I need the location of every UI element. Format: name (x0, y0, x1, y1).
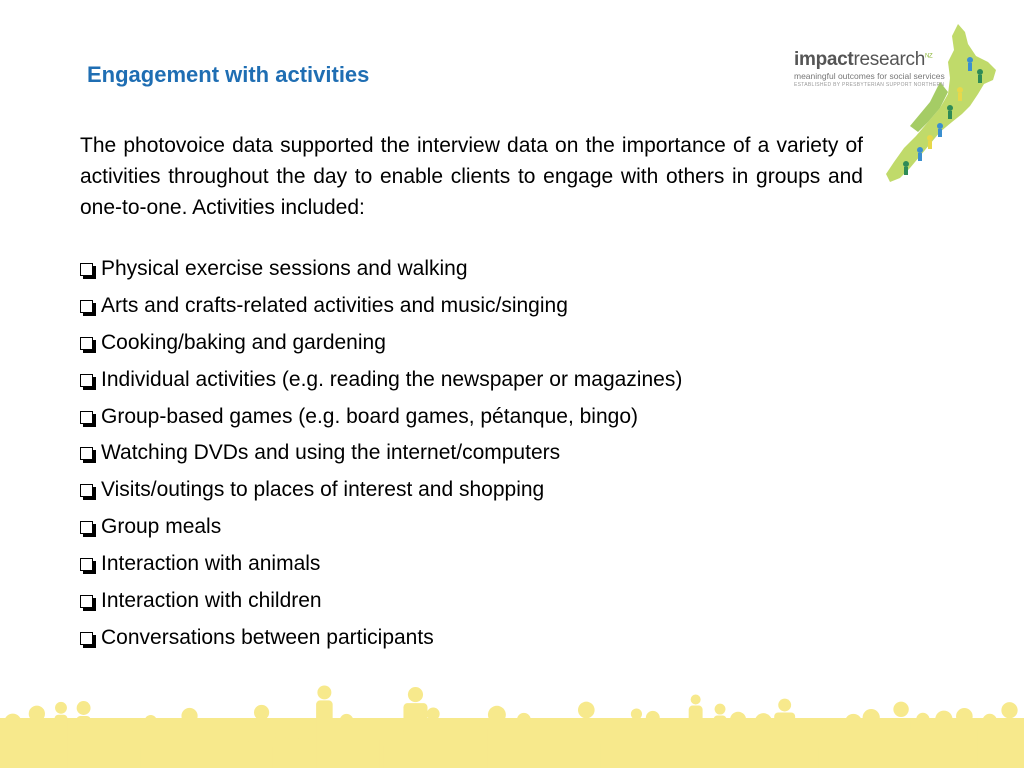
checkbox-bullet-icon (80, 263, 93, 276)
list-item-text: Visits/outings to places of interest and shopping (101, 478, 545, 502)
logo-established: ESTABLISHED BY PRESBYTERIAN SUPPORT NORTHERN (794, 81, 945, 88)
activity-list (80, 255, 682, 661)
list-item-text: Conversations between participants (101, 625, 434, 649)
list-item-text: Interaction with animals (101, 552, 321, 576)
checkbox-bullet-icon (80, 558, 93, 571)
list-item-text: Arts and crafts-related activities and music/singing (101, 293, 568, 317)
map-figures-icon (886, 24, 996, 182)
list-item (80, 329, 682, 366)
list-item-text: Watching DVDs and using the internet/computers (101, 441, 561, 465)
checkbox-bullet-icon (80, 521, 93, 534)
list-item (80, 255, 682, 292)
checkbox-bullet-icon (80, 411, 93, 424)
list-item-text: Group meals (101, 515, 222, 539)
list-item (80, 550, 682, 587)
logo-name-rest: research (853, 49, 925, 70)
list-item (80, 292, 682, 329)
checkbox-bullet-icon (80, 447, 93, 460)
logo-name-bold: impact (794, 49, 854, 70)
list-item-text: Physical exercise sessions and walking (101, 257, 468, 280)
people-silhouettes-icon (0, 685, 1024, 768)
checkbox-bullet-icon (80, 595, 93, 608)
checkbox-bullet-icon (80, 484, 93, 497)
list-item (80, 513, 682, 550)
list-item-text: Individual activities (e.g. reading the newspaper or magazines) (101, 367, 683, 391)
list-item-text: Group-based games (e.g. board games, pétanque, bingo) (101, 404, 639, 428)
slide-title: Engagement with activities (87, 62, 370, 87)
logo-tagline: meaningful outcomes for social services (794, 71, 945, 81)
list-item (80, 587, 682, 624)
list-item-text: Cooking/baking and gardening (101, 330, 386, 354)
list-item (80, 439, 682, 476)
list-item (80, 403, 682, 440)
list-item (80, 476, 682, 513)
list-item-text: Interaction with children (101, 589, 322, 613)
checkbox-bullet-icon (80, 337, 93, 350)
logo-wordmark (794, 50, 945, 88)
footer-crowd-decoration (0, 638, 1024, 768)
intro-paragraph: The photovoice data supported the interview data on the importance of a variety of activities throughout the day to enable clients to engage with others in groups and one-to-one. Activities included: (80, 134, 863, 219)
list-item (80, 366, 682, 403)
logo-name (794, 50, 945, 69)
checkbox-bullet-icon (80, 374, 93, 387)
checkbox-bullet-icon (80, 300, 93, 313)
logo-badge: NZ (924, 53, 933, 60)
